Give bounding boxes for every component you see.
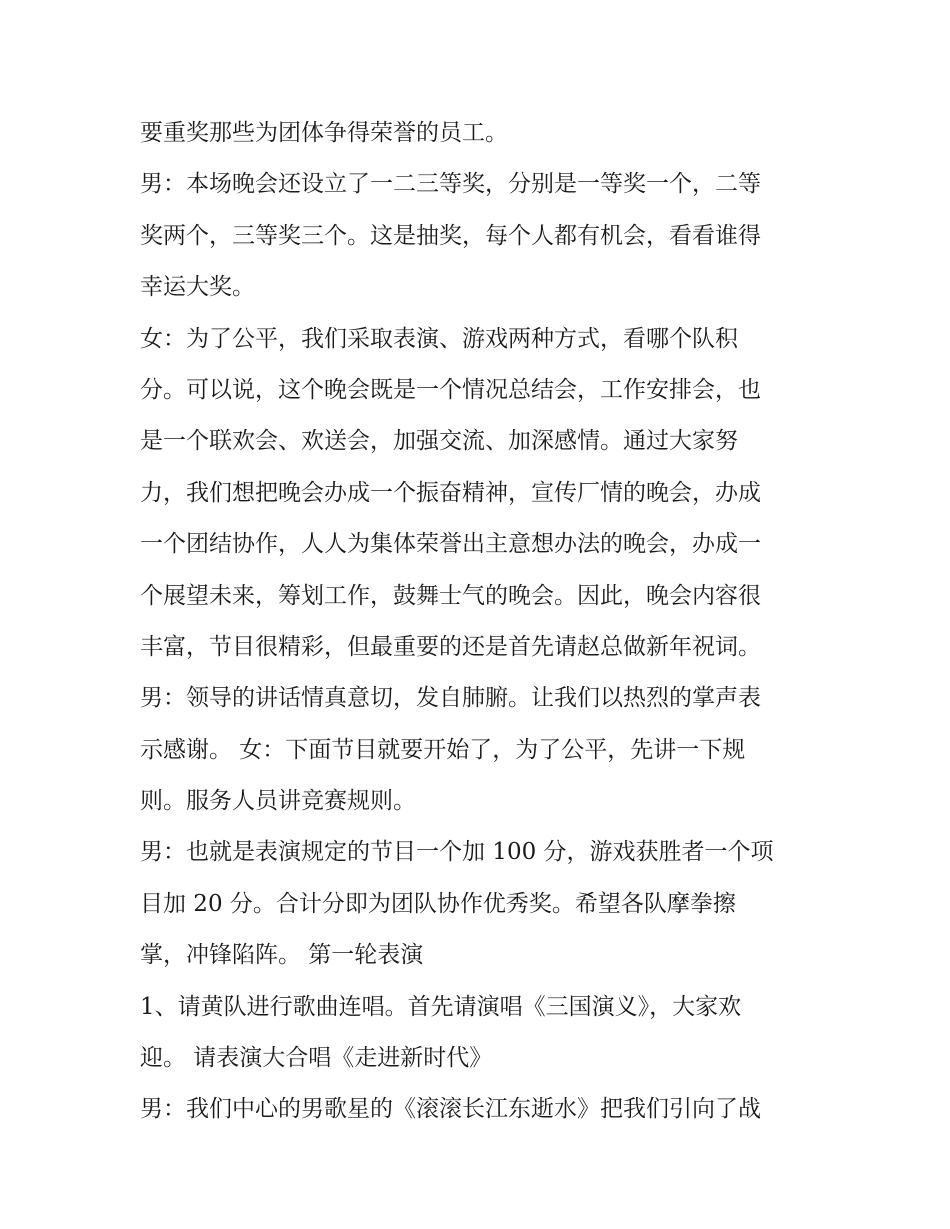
text-line: 掌，冲锋陷阵。 第一轮表演 [140, 942, 424, 969]
text-line: 男：本场晚会还设立了一二三等奖，分别是一等奖一个，二等 [140, 171, 761, 198]
text-line: 则。服务人员讲竞赛规则。 [140, 788, 416, 815]
text-line: 分。可以说，这个晚会既是一个情况总结会，工作安排会，也 [140, 376, 761, 403]
text-line: 目加 20 分。合计分即为团队协作优秀奖。希望各队摩拳擦 [140, 890, 736, 917]
text-line: 奖两个，三等奖三个。这是抽奖，每个人都有机会，看看谁得 [140, 222, 761, 249]
text-line: 示感谢。 女：下面节目就要开始了，为了公平，先讲一下规 [140, 736, 746, 763]
text-line: 个展望未来，筹划工作，鼓舞士气的晚会。因此，晚会内容很 [140, 582, 761, 609]
body-text [140, 108, 830, 1136]
text-line: 力，我们想把晚会办成一个振奋精神，宣传厂情的晚会，办成 [140, 479, 761, 506]
text-line: 男：也就是表演规定的节目一个加 100 分，游戏获胜者一个项 [140, 839, 774, 866]
text-line: 一个团结协作，人人为集体荣誉出主意想办法的晚会，办成一 [140, 531, 761, 558]
text-line: 男：领导的讲话情真意切，发自肺腑。让我们以热烈的掌声表 [140, 685, 761, 712]
text-line: 是一个联欢会、欢送会，加强交流、加深感情。通过大家努 [140, 428, 738, 455]
text-line: 迎。 请表演大合唱《走进新时代》 [140, 1045, 493, 1072]
text-line: 男：我们中心的男歌星的《滚滚长江东逝水》把我们引向了战 [140, 1096, 761, 1123]
text-line: 幸运大奖。 [140, 274, 255, 301]
text-line: 女：为了公平，我们采取表演、游戏两种方式，看哪个队积 [140, 325, 738, 352]
text-line: 丰富，节目很精彩，但最重要的还是首先请赵总做新年祝词。 [140, 633, 761, 660]
text-line: 1、请黄队进行歌曲连唱。首先请演唱《三国演义》，大家欢 [140, 993, 742, 1020]
text-line: 要重奖那些为团体争得荣誉的员工。 [140, 120, 508, 146]
